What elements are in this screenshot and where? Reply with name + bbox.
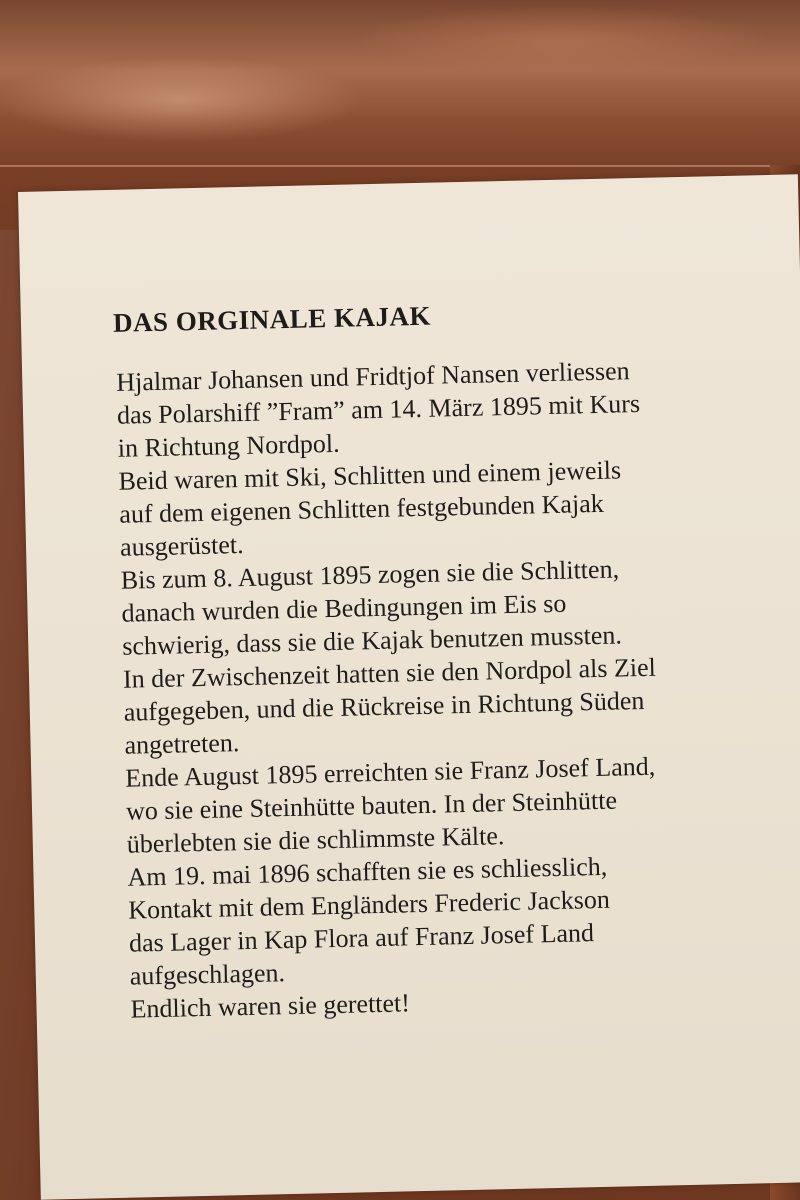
card-line: das Polarshiff ”Fram” am 14. März 1895 mit Kurs	[116, 388, 641, 430]
info-card	[18, 174, 800, 1199]
card-line: in Richtung Nordpol.	[117, 428, 340, 463]
card-line: auf dem eigenen Schlitten festgebunden Kajak	[119, 488, 604, 529]
card-line: Bis zum 8. August 1895 zogen sie die Schlitten,	[120, 554, 620, 595]
card-line: Endlich waren sie gerettet!	[130, 988, 411, 1024]
card-line: In der Zwischenzeit hatten sie den Nordpol als Ziel	[122, 652, 657, 694]
card-title: DAS ORGINALE KAJAK	[112, 300, 432, 338]
card-line: danach wurden die Bedingungen im Eis so	[121, 588, 567, 628]
card-line: angetreten.	[124, 728, 240, 760]
card-line: Hjalmar Johansen und Fridtjof Nansen verliessen	[116, 356, 630, 397]
card-line: aufgegeben, und die Rückreise in Richtung Süden	[123, 685, 645, 727]
card-line: Beid waren mit Ski, Schlitten und einem jeweils	[118, 455, 622, 496]
card-line: ausgerüstet.	[119, 529, 244, 562]
card-line: wo sie eine Steinhütte bauten. In der Steinhütte	[125, 785, 618, 826]
card-body	[116, 351, 771, 1025]
card-line: das Lager in Kap Flora auf Franz Josef Land	[128, 918, 595, 958]
card-line: schwierig, dass sie die Kajak benutzen mussten.	[122, 620, 623, 661]
card-line: Am 19. mai 1896 schafften sie es schliesslich,	[127, 851, 608, 892]
card-line: aufgeschlagen.	[129, 958, 286, 991]
card-line: Kontakt mit dem Engländers Frederic Jackson	[127, 884, 611, 925]
card-line: Ende August 1895 erreichten sie Franz Josef Land,	[124, 751, 656, 793]
card-line: überlebten sie die schlimmste Kälte.	[126, 821, 505, 859]
